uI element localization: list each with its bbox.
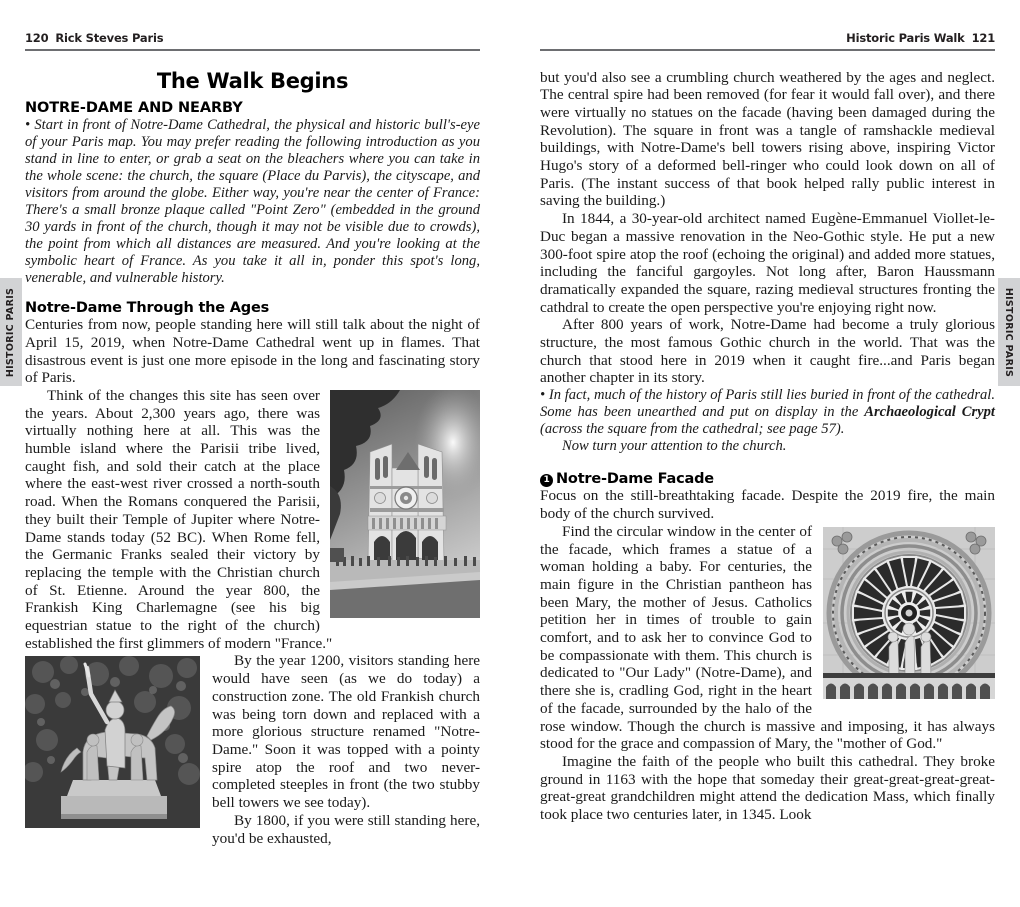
- stop-heading-label: Notre-Dame Facade: [556, 471, 714, 488]
- section-heading-notre-dame-and-nearby: NOTRE-DAME AND NEARBY: [25, 99, 243, 116]
- side-tab-left-label: HISTORIC PARIS: [5, 287, 17, 377]
- page-title: The Walk Begins: [156, 68, 349, 93]
- paragraph-2: Think of the changes this site has seen over the years. About 2,300 years ago, there was virtually nothing here at all. This was the humble island where the Parisii tribe lived, caught fish, and sold their catch at the place where the east-west river crossed a north-south road. When the Romans conquered the Parisii, they built their Temple of Jupiter where Notre-Dame stands today (52 BC). When Rome fell, the Germanic Franks sealed their victory by replacing the temple with the Christian church of St. Etienne. Around the year 800, the Frankish King Charlemagne (see his big equestrian statue to the right of the church) established the first glimmers of modern "France.": [25, 386, 333, 652]
- paragraph-10: Imagine the faith of the people who built this cathedral. They broke ground in 1163 with the hope that someday their great-great-great-great-great-great grandchildren might attend the dedication Mass, which finally took place two centuries later, in 1345. Look: [540, 752, 995, 824]
- italic-bullet-archaeological-crypt: [540, 387, 995, 438]
- running-head-left: [25, 30, 480, 44]
- paragraph-7: After 800 years of work, Notre-Dame had become a truly glorious structure, the most famous Gothic church in the world. That was the church that stood here in 2019 when it caught fire...and Paris began another chapter in its story.: [540, 316, 995, 387]
- running-head-right: [540, 30, 995, 44]
- stop-number-badge: 1: [540, 474, 553, 487]
- stop-heading-notre-dame-facade: [540, 471, 995, 487]
- paragraph-1: Centuries from now, people standing here will still talk about the night of April 15, 2019, when Notre-Dame Cathedral went up in flames. That disastrous event is just one more episode in the long and fascinating story of Paris.: [25, 316, 480, 387]
- paragraph-8: Focus on the still-breathtaking facade. Despite the 2019 fire, the main body of the church survived.: [540, 487, 995, 523]
- folio-right: 121: [971, 30, 995, 45]
- header-rule-right: [540, 49, 995, 51]
- side-tab-left: [0, 278, 22, 386]
- archaeological-crypt-bold: Archaeological Crypt: [864, 404, 995, 421]
- header-rule-left: [25, 49, 480, 51]
- running-head-title-right: Historic Paris Walk: [846, 30, 965, 45]
- subheading-through-the-ages: Notre-Dame Through the Ages: [25, 300, 270, 317]
- page-right: [510, 0, 1020, 907]
- italic-bullet-text-a: • In fact, much of the history of Paris still lies buried in front of the cathedral. Some has been unearthed and put on display in the: [540, 387, 995, 421]
- paragraph-3: By the year 1200, visitors standing here would have seen (as we do today) a construction zone. The old Frankish church was being torn down and replaced with a more glorious structure renamed "Notre-Dame." Soon it was topped with a pointy spire atop the roof and two never-completed steeples in front (the two stubby bell towers we see today).: [212, 652, 480, 812]
- side-tab-right-label: HISTORIC PARIS: [1003, 287, 1015, 377]
- charlemagne-equestrian-statue-photo: [25, 656, 200, 828]
- italic-turn-attention: Now turn your attention to the church.: [562, 438, 787, 455]
- notre-dame-facade-photo: [330, 390, 480, 618]
- rose-window-photo: [823, 527, 995, 699]
- side-tab-right: [998, 278, 1020, 386]
- italic-bullet-text-b: (across the square from the cathedral; see page 57).: [540, 421, 845, 438]
- folio-left: 120: [25, 30, 49, 45]
- intro-italic-paragraph: • Start in front of Notre-Dame Cathedral, the physical and historic bull's-eye of your Paris map. You may prefer reading the following introduction as you stand in line to enter, or grab a seat on the bleachers where you can take in the whole scene: the church, the square (Place du Parvis), the cityscape, and visitors from around the globe. Either way, you're near the center of France: There's a small bronze plaque called "Point Zero" (embedded in the ground 30 yards in front of the church, though it may not be visible due to crowds), the point from which all distances are measured. And you're looking at the symbolic heart of France. As you take it all in, ponder this spot's long, venerable, and vulnerable history.: [25, 116, 480, 287]
- running-head-title-left: Rick Steves Paris: [55, 30, 164, 45]
- paragraph-4: By 1800, if you were still standing here, you'd be exhausted,: [212, 811, 480, 847]
- paragraph-5: but you'd also see a crumbling church weathered by the ages and neglect. The central spire had been removed (for fear it would fall over), and there were virtually no statues on the facade (having been damaged during the Revolution). The square in front was a tangle of ramshackle medieval buildings, with Notre-Dame's bell towers rising above, inspiring Victor Hugo's story of a deformed bell-ringer who could look down on all of Paris. (The instant success of that book helped rally public interest in saving the building.): [540, 68, 995, 210]
- paragraph-9: Find the circular window in the center of the facade, which frames a statue of a woman holding a baby. For centuries, the main figure in the Christian pantheon has been Mary, the mother of Jesus. Catholics petition her in times of trouble to gain comfort, and to ask her to convince God to be compassionate with them. This church is dedicated to "Our Lady" (Notre-Dame), and there she is, cradling God, right in the heart of the facade, surrounded by the halo of the rose window. Though the church is massive and imposing, it has always stood for the grace and compassion of Mary, the "mother of God.": [540, 522, 995, 753]
- paragraph-6: In 1844, a 30-year-old architect named Eugène-Emmanuel Viollet-le-Duc began a massive renovation in the Neo-Gothic style. He put a new 300-foot spire atop the roof (echoing the original) and added more statues, including the fanciful gargoyles. Not long after, Baron Haussmann dramatically expanded the square, razing medieval structures fronting the cathdral to create the open perspective you're enjoying right now.: [540, 210, 995, 316]
